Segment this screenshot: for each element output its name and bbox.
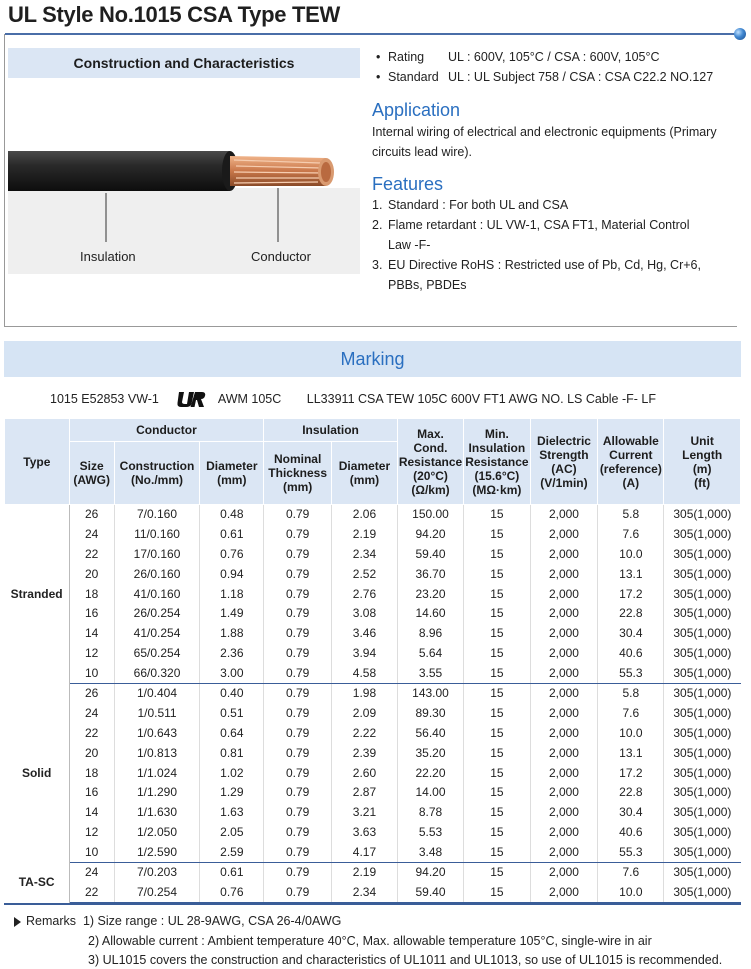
table-cell: 5.8 [598,505,664,525]
feature-item: 3. EU Directive RoHS : Restricted use of Pb, Cd, Hg, Cr+6, [372,258,701,272]
table-row [5,544,741,564]
table-cell: 41/0.254 [114,624,200,644]
bullet-icon: • [376,50,381,64]
table-cell: 2.34 [332,544,398,564]
table-cell: 12 [69,823,114,843]
table-cell: 1/1.024 [114,763,200,783]
table-cell: 2,000 [530,544,598,564]
table-cell: 1/2.050 [114,823,200,843]
table-cell: 7.6 [598,524,664,544]
table-cell: 15 [464,863,530,883]
table-cell: 10.0 [598,723,664,743]
table-cell: 2,000 [530,823,598,843]
table-cell: 1.02 [200,763,264,783]
table-cell: 143.00 [397,684,463,704]
table-cell: 20 [69,564,114,584]
col-ins-diameter: Diameter (mm) [332,442,398,505]
table-row [5,505,741,525]
col-current: Allowable Current (reference) (A) [598,419,664,505]
table-cell: 0.79 [264,624,332,644]
table-cell: 0.76 [200,544,264,564]
table-cell: 1/0.404 [114,684,200,704]
table-cell: 1.49 [200,604,264,624]
table-cell: 15 [464,524,530,544]
type-cell: TA-SC [5,863,70,903]
table-cell: 18 [69,584,114,604]
table-cell: 305(1,000) [673,705,732,720]
table-cell: 1.29 [200,783,264,803]
table-cell: 7.6 [598,863,664,883]
remark-line-1: Remarks 1) Size range : UL 28-9AWG, CSA 26-4/0AWG [14,914,341,928]
table-cell: 0.61 [200,863,264,883]
table-cell: 0.40 [200,684,264,704]
table-row [5,783,741,803]
table-cell: 2.22 [332,723,398,743]
table-cell: 17/0.160 [114,544,200,564]
table-cell: 65/0.254 [114,644,200,664]
table-row [5,524,741,544]
page-title: UL Style No.1015 CSA Type TEW [8,2,340,27]
table-cell: 305(1,000) [673,765,732,780]
table-cell: 12 [69,644,114,664]
table-cell: 305(1,000) [673,865,732,880]
table-cell: 0.79 [264,644,332,664]
table-cell: 22.20 [397,763,463,783]
table-cell: 36.70 [397,564,463,584]
table-cell: 5.8 [598,684,664,704]
type-cell: Solid [5,684,70,863]
table-cell: 0.76 [200,882,264,902]
table-cell: 0.79 [264,743,332,763]
table-cell: 15 [464,564,530,584]
table-cell: 40.6 [598,823,664,843]
table-cell: 305(1,000) [664,843,741,863]
col-dielectric: Dielectric Strength (AC) (V/1min) [530,419,598,505]
table-cell: 2,000 [530,505,598,525]
table-cell: 305(1,000) [673,566,732,581]
table-cell: 22.8 [598,604,664,624]
table-cell: 305(1,000) [673,686,732,701]
table-cell: 10.0 [598,544,664,564]
table-cell: 0.79 [264,604,332,624]
table-row [5,703,741,723]
table-cell: 305(1,000) [673,586,732,601]
table-cell: 7/0.160 [114,505,200,525]
table-row [5,624,741,644]
table-cell: 1/2.590 [114,843,200,863]
table-cell: 0.94 [200,564,264,584]
table-cell: 15 [464,882,530,902]
table-cell: 3.94 [332,644,398,664]
table-cell: 0.79 [264,505,332,525]
table-cell: 0.79 [264,823,332,843]
remark-line-2: 2) Allowable current : Ambient temperature 40°C, Max. allowable temperature 105°C, single-wire in air [88,934,652,948]
feature-item: 2. Flame retardant : UL VW-1, CSA FT1, Material Control [372,218,690,232]
table-cell: 11/0.160 [114,524,200,544]
table-cell: 22.8 [598,783,664,803]
table-cell: 35.20 [397,743,463,763]
table-cell: 2.06 [332,505,398,525]
col-diameter: Diameter (mm) [200,442,264,505]
table-cell: 2,000 [530,624,598,644]
table-cell: 55.3 [598,664,664,684]
table-cell: 150.00 [397,505,463,525]
table-cell: 15 [464,584,530,604]
table-bottom-rule [4,903,741,905]
marking-heading: Marking [4,341,741,377]
table-cell: 59.40 [397,882,463,902]
table-cell: 17.2 [598,584,664,604]
application-text: Internal wiring of electrical and electronic equipments (Primary circuits lead wire). [372,125,717,159]
table-cell: 15 [464,723,530,743]
table-cell: 305(1,000) [673,725,732,740]
table-row [5,763,741,783]
table-cell: 17.2 [598,763,664,783]
table-cell: 2,000 [530,843,598,863]
table-cell: 1/0.643 [114,723,200,743]
table-row [5,882,741,902]
table-cell: 15 [464,644,530,664]
col-group-conductor: Conductor [69,419,263,442]
table-cell: 1.88 [200,624,264,644]
remark-line-3: 3) UL1015 covers the construction and characteristics of UL1011 and UL1013, so use of UL1015 is recommended. [88,953,723,967]
table-cell: 26 [69,684,114,704]
table-cell: 22 [69,882,114,902]
table-cell: 1/1.630 [114,803,200,823]
table-cell: 2,000 [530,584,598,604]
table-cell: 0.79 [264,863,332,883]
table-cell: 2,000 [530,703,598,723]
features-heading: Features [372,174,444,194]
table-cell: 0.79 [264,684,332,704]
table-cell: 0.79 [264,703,332,723]
table-cell: 0.79 [264,524,332,544]
table-cell: 305(1,000) [673,825,732,840]
table-cell: 56.40 [397,723,463,743]
table-cell: 24 [69,863,114,883]
table-row [5,723,741,743]
table-cell: 3.21 [332,803,398,823]
table-cell: 66/0.320 [114,664,200,684]
table-cell: 10 [69,843,114,863]
table-cell: 2,000 [530,743,598,763]
table-cell: 2,000 [530,783,598,803]
table-cell: 94.20 [397,524,463,544]
table-cell: 15 [464,823,530,843]
table-cell: 3.46 [332,624,398,644]
table-cell: 15 [464,684,530,704]
table-cell: 23.20 [397,584,463,604]
table-row [5,604,741,624]
table-cell: 0.79 [264,664,332,684]
table-cell: 2,000 [530,524,598,544]
table-cell: 14 [69,624,114,644]
table-cell: 305(1,000) [673,606,732,621]
table-cell: 15 [464,624,530,644]
table-cell: 2,000 [530,684,598,704]
table-cell: 305(1,000) [673,785,732,800]
standard-spec: • Standard UL : UL Subject 758 / CSA : CSA C22.2 NO.127 [376,70,714,84]
table-cell: 3.08 [332,604,398,624]
table-cell: 15 [464,604,530,624]
table-cell: 15 [464,664,530,684]
type-cell: Stranded [5,505,70,684]
table-cell: 305(1,000) [673,507,732,522]
table-cell: 22 [69,723,114,743]
table-cell: 4.17 [332,843,398,863]
table-cell: 1.98 [332,684,398,704]
table-row [5,863,741,883]
spec-table [4,418,741,903]
table-cell: 26/0.254 [114,604,200,624]
table-cell: 2,000 [530,882,598,902]
table-cell: 18 [69,763,114,783]
table-cell: 13.1 [598,564,664,584]
table-cell: 41/0.160 [114,584,200,604]
table-cell: 94.20 [397,863,463,883]
table-cell: 2.76 [332,584,398,604]
table-cell: 2,000 [530,564,598,584]
table-cell: 16 [69,604,114,624]
table-cell: 0.79 [264,564,332,584]
table-row [5,743,741,763]
table-cell: 3.48 [397,843,463,863]
table-cell: 2.05 [200,823,264,843]
table-cell: 0.64 [200,723,264,743]
table-cell: 305(1,000) [664,664,741,684]
feature-item: 1. Standard : For both UL and CSA [372,198,569,212]
table-cell: 1.63 [200,803,264,823]
col-group-insulation: Insulation [264,419,398,442]
table-cell: 7.6 [598,703,664,723]
table-cell: 30.4 [598,803,664,823]
table-row [5,644,741,664]
table-cell: 14 [69,803,114,823]
table-cell: 8.78 [397,803,463,823]
cable-icon [8,78,360,273]
table-row [5,684,741,704]
ur-mark-icon [176,390,206,408]
table-cell: 15 [464,743,530,763]
construction-header: Construction and Characteristics [8,48,360,78]
table-cell: 0.51 [200,703,264,723]
table-cell: 2,000 [530,664,598,684]
table-cell: 2.87 [332,783,398,803]
table-cell: 2.36 [200,644,264,664]
table-cell: 2,000 [530,723,598,743]
table-cell: 5.53 [397,823,463,843]
table-cell: 14.00 [397,783,463,803]
table-cell: 7/0.203 [114,863,200,883]
table-cell: 15 [464,703,530,723]
col-length: Unit Length (m) (ft) [664,419,741,505]
table-cell: 4.58 [332,664,398,684]
rating-spec: • Rating UL : 600V, 105°C / CSA : 600V, 105°C [376,50,660,64]
table-cell: 0.48 [200,505,264,525]
table-cell: 0.79 [264,843,332,863]
table-cell: 16 [69,783,114,803]
table-cell: 3.63 [332,823,398,843]
table-cell: 2,000 [530,644,598,664]
table-cell: 1.18 [200,584,264,604]
table-row [5,823,741,843]
table-cell: 15 [464,505,530,525]
marking-text: 1015 E52853 VW-1 AWM 105C LL33911 CSA TEW 105C 600V FT1 AWG NO. LS Cable -F- LF [50,392,656,406]
table-cell: 15 [464,843,530,863]
table-cell: 15 [464,544,530,564]
table-cell: 0.79 [264,763,332,783]
table-row [5,664,741,684]
col-construction: Construction (No./mm) [114,442,200,505]
table-cell: 10.0 [598,882,664,902]
table-cell: 26 [69,505,114,525]
col-type: Type [5,419,70,505]
table-cell: 305(1,000) [673,626,732,641]
table-cell: 2,000 [530,803,598,823]
table-cell: 1/0.511 [114,703,200,723]
table-cell: 2,000 [530,763,598,783]
table-row [5,803,741,823]
table-cell: 1/0.813 [114,743,200,763]
table-cell: 305(1,000) [673,646,732,661]
table-cell: 0.79 [264,882,332,902]
table-row [5,584,741,604]
table-cell: 14.60 [397,604,463,624]
conductor-label: Conductor [251,249,311,264]
table-row [5,843,741,863]
table-cell: 15 [464,783,530,803]
table-cell: 305(1,000) [673,526,732,541]
table-cell: 26/0.160 [114,564,200,584]
bullet-icon: • [376,70,381,84]
table-cell: 2,000 [530,863,598,883]
col-nominal-thickness: Nominal Thickness (mm) [264,442,332,505]
table-cell: 24 [69,703,114,723]
triangle-bullet-icon [14,917,21,927]
table-cell: 3.55 [397,664,463,684]
table-cell: 5.64 [397,644,463,664]
table-cell: 305(1,000) [673,546,732,561]
table-cell: 2.60 [332,763,398,783]
table-cell: 30.4 [598,624,664,644]
table-cell: 22 [69,544,114,564]
table-cell: 305(1,000) [673,805,732,820]
insulation-label: Insulation [80,249,136,264]
features-list: 1. Standard : For both UL and CSA 2. Flame retardant : UL VW-1, CSA FT1, Material Control Law -F- 3. EU Directive RoHS : Restricted use of Pb, Cd, Hg, Cr+6, PBBs, PBDEs [372,195,732,295]
table-cell: 0.79 [264,803,332,823]
table-cell: 13.1 [598,743,664,763]
table-cell: 3.00 [200,664,264,684]
table-cell: 0.79 [264,723,332,743]
table-cell: 2.09 [332,703,398,723]
col-resistance: Max. Cond. Resistance (20°C) (Ω/km) [397,419,463,505]
table-cell: 305(1,000) [673,745,732,760]
table-cell: 7/0.254 [114,882,200,902]
table-cell: 1/1.290 [114,783,200,803]
col-size: Size (AWG) [69,442,114,505]
table-cell: 2.39 [332,743,398,763]
table-cell: 15 [464,763,530,783]
table-cell: 8.96 [397,624,463,644]
table-cell: 2,000 [530,604,598,624]
table-cell: 2.59 [200,843,264,863]
table-cell: 0.79 [264,584,332,604]
table-cell: 59.40 [397,544,463,564]
table-cell: 2.19 [332,863,398,883]
table-cell: 55.3 [598,843,664,863]
table-cell: 2.34 [332,882,398,902]
table-cell: 0.79 [264,544,332,564]
col-ins-resistance: Min. Insulation Resistance (15.6°C) (MΩ·km) [464,419,530,505]
table-cell: 0.81 [200,743,264,763]
table-cell: 2.19 [332,524,398,544]
table-cell: 10 [69,664,114,684]
table-cell: 0.61 [200,524,264,544]
table-cell: 24 [69,524,114,544]
table-cell: 40.6 [598,644,664,664]
table-cell: 2.52 [332,564,398,584]
table-cell: 0.79 [264,783,332,803]
application-heading: Application [372,100,461,120]
table-cell: 20 [69,743,114,763]
table-row [5,564,741,584]
table-cell: 305(1,000) [664,882,741,902]
table-cell: 15 [464,803,530,823]
table-cell: 89.30 [397,703,463,723]
